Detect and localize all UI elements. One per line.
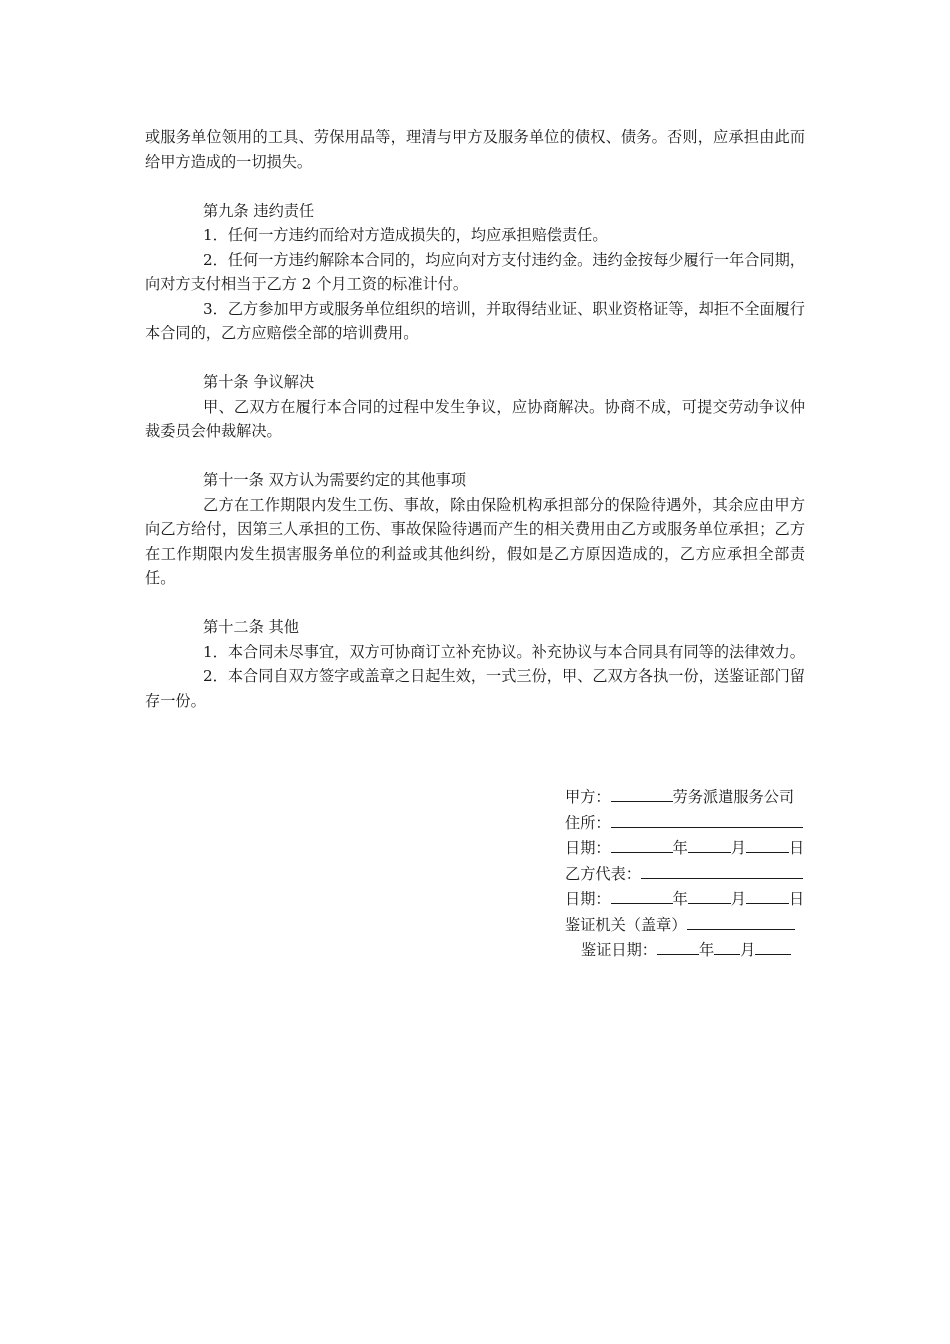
party-b-date-line (565, 886, 810, 912)
article-9-item-3: 3．乙方参加甲方或服务单位组织的培训，并取得结业证、职业资格证等，却拒不全面履行本合同的，乙方应赔偿全部的培训费用。 (145, 299, 805, 342)
party-b-label: 乙方代表： (565, 864, 641, 883)
year-blank (611, 886, 673, 904)
article-9-item-1: 1．任何一方违约而给对方造成损失的，均应承担赔偿责任。 (203, 226, 608, 244)
address-label: 住所： (565, 813, 611, 832)
month-label: 月 (740, 941, 756, 959)
authority-line (565, 912, 810, 938)
article-11-text: 乙方在工作期限内发生工伤、事故，除由保险机构承担部分的保险待遇外，其余应由甲方向乙方给付，因第三人承担的工伤、事故保险待遇而产生的相关费用由乙方或服务单位承担；乙方在工作期限内发生损害服务单位的利益或其他纠纷，假如是乙方原因造成的，乙方应承担全部责任。 (145, 495, 805, 587)
party-a-line (565, 784, 810, 810)
address-line (565, 810, 810, 836)
article-12-item-1: 1．本合同未尽事宜，双方可协商订立补充协议。补充协议与本合同具有同等的法律效力。 (203, 642, 805, 661)
month-label: 月 (730, 890, 746, 908)
contract-body (145, 125, 805, 713)
day-blank (746, 886, 789, 904)
year-blank (611, 835, 673, 853)
article-10-text: 甲、乙双方在履行本合同的过程中发生争议，应协商解决。协商不成，可提交劳动争议仲裁委员会仲裁解决。 (145, 397, 805, 440)
party-a-name: 劳务派遣服务公司 (672, 788, 795, 806)
address-blank (611, 810, 803, 828)
spacer (145, 346, 805, 371)
date-label: 日期： (565, 890, 611, 908)
article-9-heading: 第九条 违约责任 (203, 201, 315, 220)
spacer (145, 174, 805, 199)
party-b-line (565, 861, 810, 887)
article-11-heading: 第十一条 双方认为需要约定的其他事项 (203, 471, 467, 489)
year-label: 年 (698, 941, 715, 959)
year-label: 年 (672, 890, 688, 908)
article-12-heading: 第十二条 其他 (203, 618, 299, 636)
article-12-item-2: 2．本合同自双方签字或盖章之日起生效，一式三份，甲、乙双方各执一份，送鉴证部门留存一份。 (145, 667, 805, 710)
authority-month-blank (714, 937, 740, 955)
month-blank (688, 835, 731, 853)
party-b-blank (641, 861, 803, 879)
intro-paragraph: 或服务单位领用的工具、劳保用品等，理清与甲方及服务单位的债权、债务。否则，应承担由此而给甲方造成的一切损失。 (145, 128, 805, 171)
article-10-heading: 第十条 争议解决 (203, 373, 315, 391)
authority-year-blank (657, 937, 699, 955)
authority-date-line (565, 937, 810, 963)
party-a-blank (611, 784, 673, 802)
date-label: 日期： (565, 839, 611, 857)
day-blank (746, 835, 789, 853)
day-label: 日 (788, 890, 805, 908)
authority-date-label: 鉴证日期： (581, 941, 657, 959)
month-label: 月 (730, 839, 746, 857)
day-label: 日 (788, 839, 805, 857)
party-a-date-line (565, 835, 810, 861)
party-a-label: 甲方： (565, 788, 611, 806)
spacer (145, 591, 805, 616)
authority-blank (687, 912, 795, 930)
article-9-item-2: 2．任何一方违约解除本合同的，均应向对方支付违约金。违约金按每少履行一年合同期，向对方支付相当于乙方 2 个月工资的标准计付。 (145, 250, 805, 293)
authority-label: 鉴证机关（盖章） (565, 915, 687, 934)
year-label: 年 (672, 839, 688, 857)
authority-day-blank (755, 937, 791, 955)
month-blank (688, 886, 731, 904)
signature-block (565, 784, 810, 963)
spacer (145, 444, 805, 469)
